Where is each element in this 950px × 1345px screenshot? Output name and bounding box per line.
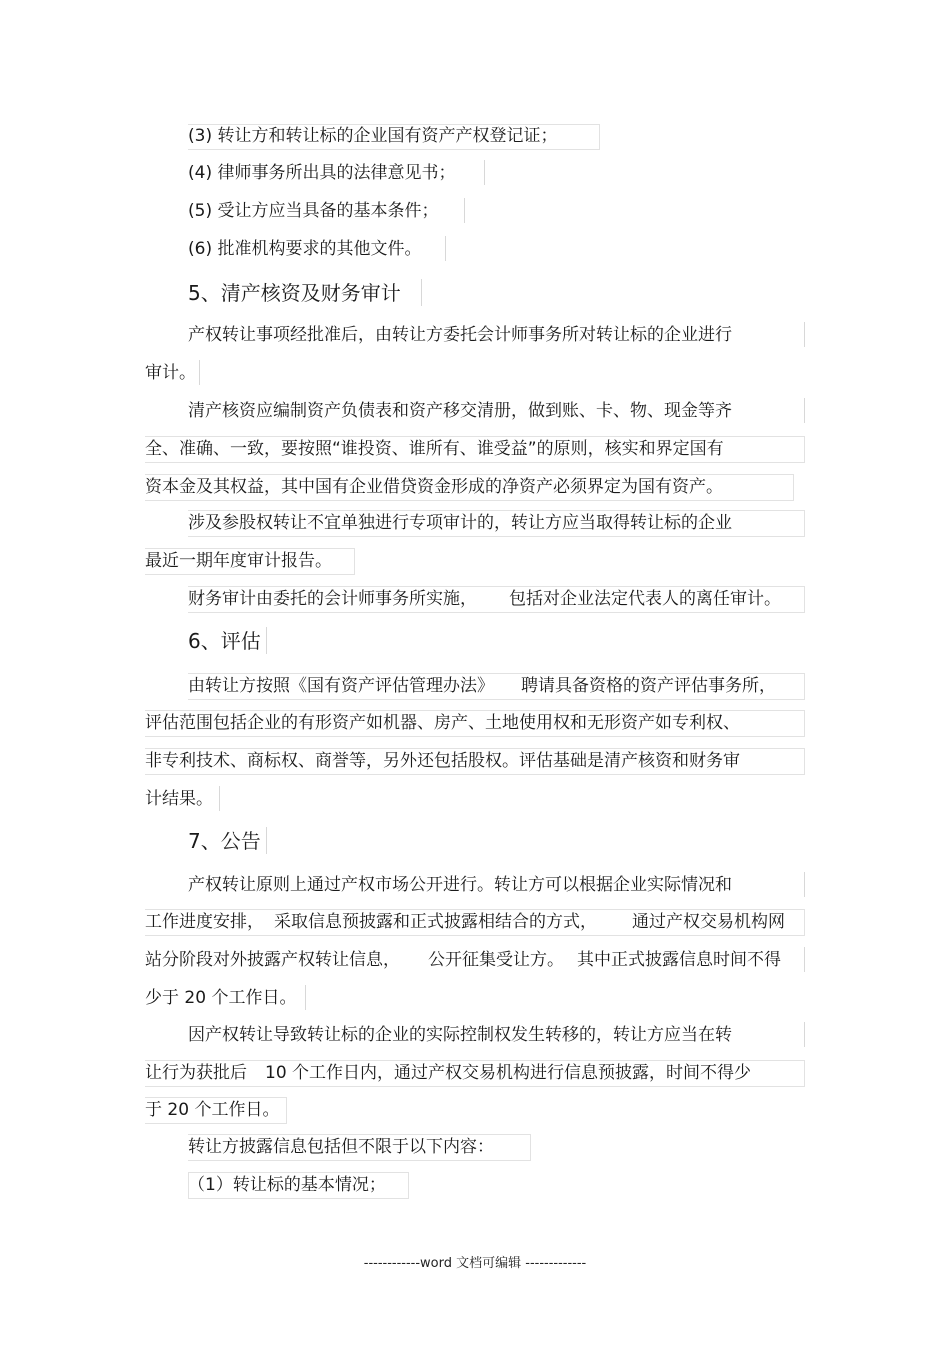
list-item-5: (5) 受让方应当具备的基本条件； xyxy=(188,201,439,221)
line-box xyxy=(188,124,600,150)
line-box xyxy=(145,1097,287,1124)
paragraph-line: 产权转让事项经批准后，由转让方委托会计师事务所对转让标的企业进行 xyxy=(188,325,732,345)
line-marker xyxy=(464,198,465,223)
line-box xyxy=(145,436,805,463)
line-marker xyxy=(804,1022,805,1047)
line-marker xyxy=(804,398,805,423)
paragraph-line-part: 聘请具备资格的资产评估事务所， xyxy=(521,676,776,696)
line-marker xyxy=(421,279,422,306)
paragraph-line-part: 10 个工作日内，通过产权交易机构进行信息预披露，时间不得少 xyxy=(265,1063,752,1083)
paragraph-line: 产权转让原则上通过产权市场公开进行。转让方可以根据企业实际情况和 xyxy=(188,875,732,895)
list-item-4: (4) 律师事务所出具的法律意见书； xyxy=(188,163,456,183)
paragraph-line-part: 通过产权交易机构网 xyxy=(632,912,785,932)
list-item-3: (3) 转让方和转让标的企业国有资产产权登记证； xyxy=(188,126,558,146)
paragraph-line-part: 让行为获批后 xyxy=(145,1063,247,1083)
line-box xyxy=(188,1172,409,1199)
line-marker xyxy=(804,872,805,897)
paragraph-line: 评估范围包括企业的有形资产如机器、房产、土地使用权和无形资产如专利权、 xyxy=(145,713,740,733)
paragraph-line: 全、准确、一致，要按照“谁投资、谁所有、谁受益”的原则，核实和界定国有 xyxy=(145,439,724,459)
paragraph-line-part: 财务审计由委托的会计师事务所实施， xyxy=(188,589,477,609)
paragraph-line: 涉及参股权转让不宜单独进行专项审计的，转让方应当取得转让标的企业 xyxy=(188,513,732,533)
list-item-6: (6) 批准机构要求的其他文件。 xyxy=(188,239,422,259)
section-6-heading: 6、评估 xyxy=(188,629,261,653)
paragraph-line: 最近一期年度审计报告。 xyxy=(145,551,332,571)
paragraph-line-part: 包括对企业法定代表人的离任审计。 xyxy=(509,589,781,609)
line-box xyxy=(145,548,355,575)
page-footer: ------------word 文档可编辑 ------------- xyxy=(363,1256,587,1271)
line-marker xyxy=(199,360,200,385)
paragraph-line-part: 由转让方按照《国有资产评估管理办法》 xyxy=(188,676,494,696)
paragraph-line: 非专利技术、商标权、商誉等，另外还包括股权。评估基础是清产核资和财务审 xyxy=(145,751,740,771)
line-marker xyxy=(305,985,306,1010)
paragraph-line-part: 采取信息预披露和正式披露相结合的方式， xyxy=(274,912,597,932)
section-7-heading: 7、公告 xyxy=(188,829,261,853)
paragraph-line-part: 站分阶段对外披露产权转让信息， xyxy=(145,950,400,970)
paragraph-line: 因产权转让导致转让标的企业的实际控制权发生转移的，转让方应当在转 xyxy=(188,1025,732,1045)
line-marker xyxy=(484,160,485,185)
line-box xyxy=(188,673,805,700)
paragraph-line: 清产核资应编制资产负债表和资产移交清册，做到账、卡、物、现金等齐 xyxy=(188,401,732,421)
section-5-heading: 5、清产核资及财务审计 xyxy=(188,281,401,305)
list-item-1: （1）转让标的基本情况； xyxy=(188,1175,386,1195)
line-marker xyxy=(804,322,805,347)
line-box xyxy=(145,474,794,501)
line-marker xyxy=(219,786,220,811)
paragraph-line-part: 公开征集受让方。 xyxy=(428,950,564,970)
paragraph-line-part: 工作进度安排， xyxy=(145,912,264,932)
paragraph-line: 资本金及其权益，其中国有企业借贷资金形成的净资产必须界定为国有资产。 xyxy=(145,477,723,497)
line-marker xyxy=(445,236,446,261)
line-box xyxy=(145,710,805,737)
paragraph-line: 少于 20 个工作日。 xyxy=(145,988,297,1008)
paragraph-line-part: 其中正式披露信息时间不得 xyxy=(577,950,781,970)
line-box xyxy=(188,1134,531,1161)
line-marker xyxy=(266,827,267,854)
paragraph-line: 转让方披露信息包括但不限于以下内容： xyxy=(188,1137,494,1157)
line-box xyxy=(188,586,805,613)
line-marker xyxy=(266,627,267,654)
line-box xyxy=(145,1060,805,1087)
paragraph-line: 计结果。 xyxy=(145,789,213,809)
line-box xyxy=(145,909,805,936)
paragraph-line: 于 20 个工作日。 xyxy=(145,1100,280,1120)
line-marker xyxy=(804,947,805,972)
line-box xyxy=(145,748,805,775)
line-box xyxy=(188,510,805,537)
paragraph-line: 审计。 xyxy=(145,363,196,383)
